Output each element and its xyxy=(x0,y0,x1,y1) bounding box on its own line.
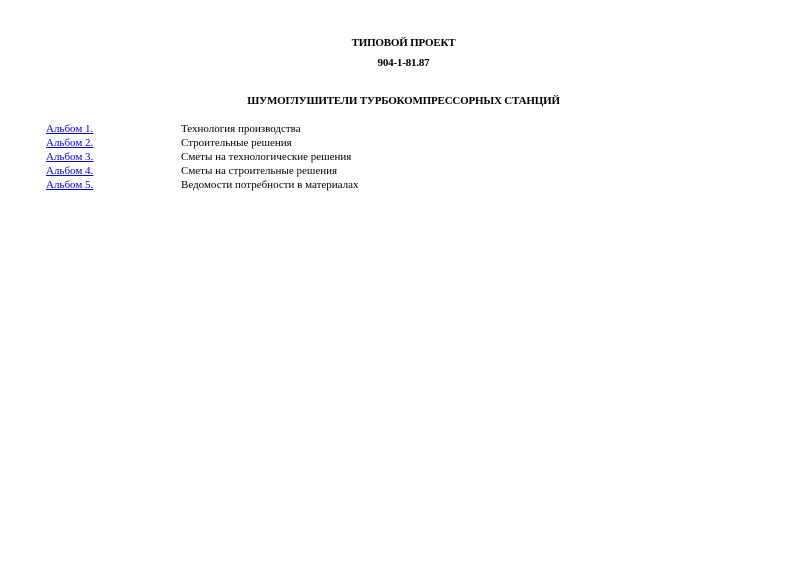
album-list xyxy=(46,122,546,192)
album-link-2[interactable]: Альбом 2. xyxy=(46,137,94,149)
album-row-3 xyxy=(46,150,546,164)
album-row-2 xyxy=(46,136,546,150)
album-link-5[interactable]: Альбом 5. xyxy=(46,179,94,191)
document-title: ТИПОВОЙ ПРОЕКТ xyxy=(351,37,456,49)
album-description-3: Сметы на технологические решения xyxy=(181,151,352,163)
album-description-1: Технология производства xyxy=(181,123,301,135)
album-link-4[interactable]: Альбом 4. xyxy=(46,165,94,177)
album-row-5 xyxy=(46,178,546,192)
album-link-3[interactable]: Альбом 3. xyxy=(46,151,94,163)
project-number: 904-1-81.87 xyxy=(377,57,430,69)
project-subject: ШУМОГЛУШИТЕЛИ ТУРБОКОМПРЕССОРНЫХ СТАНЦИЙ xyxy=(247,95,560,107)
album-description-2: Строительные решения xyxy=(181,137,292,149)
album-link-1[interactable]: Альбом 1. xyxy=(46,123,94,135)
album-row-4 xyxy=(46,164,546,178)
album-row-1 xyxy=(46,122,546,136)
album-description-5: Ведомости потребности в материалах xyxy=(181,179,359,191)
album-description-4: Сметы на строительные решения xyxy=(181,165,338,177)
